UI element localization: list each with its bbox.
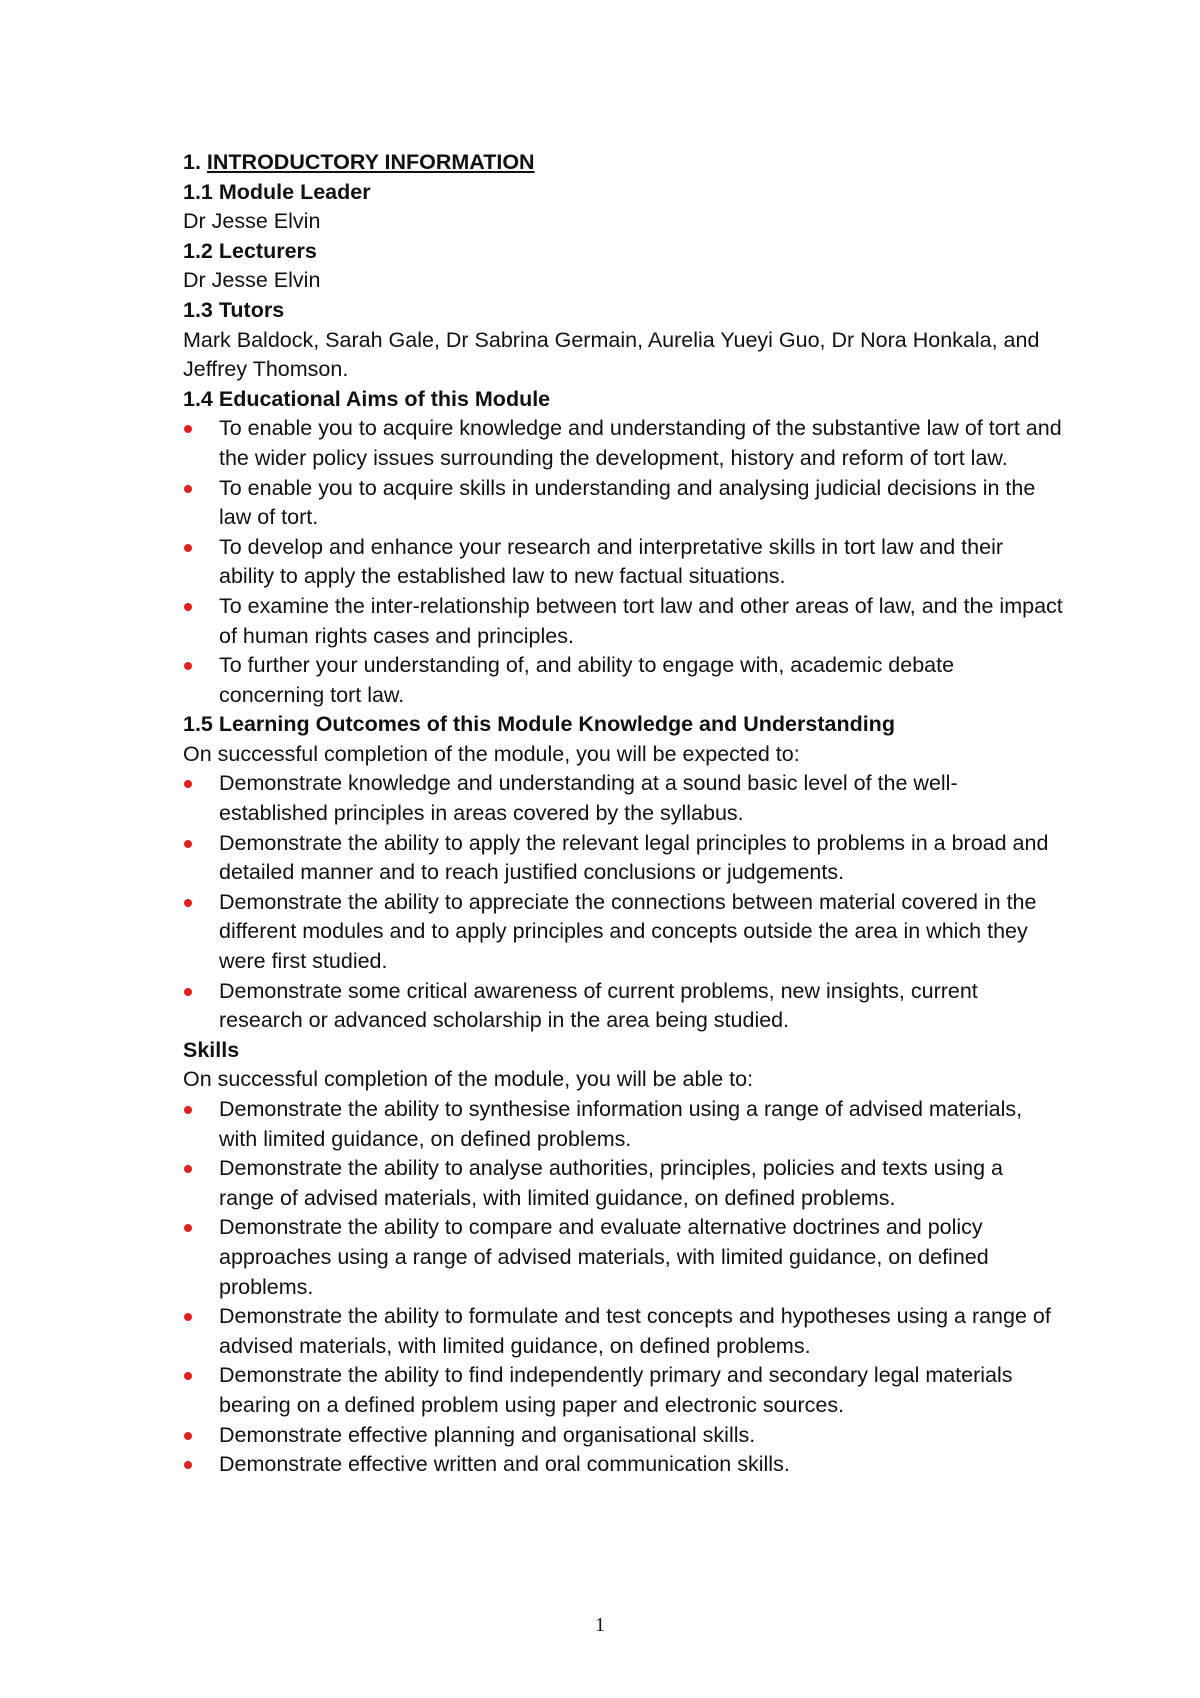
bullet-icon <box>184 1106 192 1114</box>
list-item: To develop and enhance your research and interpretative skills in tort law and their ability to apply the established law to new factual situations. <box>183 533 1063 592</box>
document-body <box>183 148 1063 1480</box>
bullet-icon <box>184 603 192 611</box>
skills-heading: Skills <box>183 1037 240 1062</box>
bullet-icon <box>184 1165 192 1173</box>
bullet-icon <box>184 899 192 907</box>
bullet-icon <box>184 988 192 996</box>
list-item: To enable you to acquire skills in understanding and analysing judicial decisions in the law of tort. <box>183 474 1063 533</box>
list-item: To examine the inter-relationship between tort law and other areas of law, and the impact of human rights cases and principles. <box>183 592 1063 651</box>
list-item: Demonstrate the ability to apply the relevant legal principles to problems in a broad and detailed manner and to reach justified conclusions or judgements. <box>183 829 1063 888</box>
list-item: Demonstrate some critical awareness of current problems, new insights, current research or advanced scholarship in the area being studied. <box>183 977 1063 1036</box>
bullet-icon <box>184 1432 192 1440</box>
skills-intro: On successful completion of the module, you will be able to: <box>183 1067 754 1092</box>
skills-list <box>183 1095 1063 1480</box>
list-item: Demonstrate effective written and oral communication skills. <box>183 1450 1063 1480</box>
list-item: To enable you to acquire knowledge and understanding of the substantive law of tort and the wider policy issues surrounding the development, history and reform of tort law. <box>183 414 1063 473</box>
lecturers-name: Dr Jesse Elvin <box>183 268 321 293</box>
bullet-icon <box>184 780 192 788</box>
section-number: 1. <box>183 150 201 174</box>
aims-list <box>183 414 1063 710</box>
section-heading <box>183 148 1063 178</box>
bullet-icon <box>184 840 192 848</box>
outcomes-heading: 1.5 Learning Outcomes of this Module Knowledge and Understanding <box>183 712 895 737</box>
bullet-icon <box>184 544 192 552</box>
tutors-names: Mark Baldock, Sarah Gale, Dr Sabrina Germain, Aurelia Yueyi Guo, Dr Nora Honkala, and Jeffrey Thomson. <box>183 327 1040 382</box>
module-leader-name: Dr Jesse Elvin <box>183 209 321 234</box>
section-title: INTRODUCTORY INFORMATION <box>206 150 535 174</box>
list-item: Demonstrate the ability to compare and evaluate alternative doctrines and policy approaches using a range of advised materials, with limited guidance, on defined problems. <box>183 1213 1063 1302</box>
list-item: Demonstrate the ability to appreciate the connections between material covered in the different modules and to apply principles and concepts outside the area in which they were first studied. <box>183 888 1063 977</box>
outcomes-intro: On successful completion of the module, you will be expected to: <box>183 741 800 766</box>
list-item: Demonstrate the ability to analyse authorities, principles, policies and texts using a range of advised materials, with limited guidance, on defined problems. <box>183 1154 1063 1213</box>
lecturers-heading: 1.2 Lecturers <box>183 238 317 263</box>
list-item: Demonstrate the ability to find independently primary and secondary legal materials bearing on a defined problem using paper and electronic sources. <box>183 1361 1063 1420</box>
tutors-heading: 1.3 Tutors <box>183 297 285 322</box>
page-number: 1 <box>595 1614 605 1636</box>
aims-heading: 1.4 Educational Aims of this Module <box>183 386 551 411</box>
list-item: To further your understanding of, and ability to engage with, academic debate concerning tort law. <box>183 651 1063 710</box>
bullet-icon <box>184 1461 192 1469</box>
list-item: Demonstrate effective planning and organisational skills. <box>183 1421 1063 1451</box>
list-item: Demonstrate the ability to synthesise information using a range of advised materials, with limited guidance, on defined problems. <box>183 1095 1063 1154</box>
bullet-icon <box>184 1224 192 1232</box>
bullet-icon <box>184 485 192 493</box>
bullet-icon <box>184 1372 192 1380</box>
list-item: Demonstrate knowledge and understanding at a sound basic level of the well-established principles in areas covered by the syllabus. <box>183 769 1063 828</box>
outcomes-list <box>183 769 1063 1035</box>
bullet-icon <box>184 662 192 670</box>
module-leader-heading: 1.1 Module Leader <box>183 179 371 204</box>
list-item: Demonstrate the ability to formulate and test concepts and hypotheses using a range of advised materials, with limited guidance, on defined problems. <box>183 1302 1063 1361</box>
bullet-icon <box>184 425 192 433</box>
bullet-icon <box>184 1313 192 1321</box>
